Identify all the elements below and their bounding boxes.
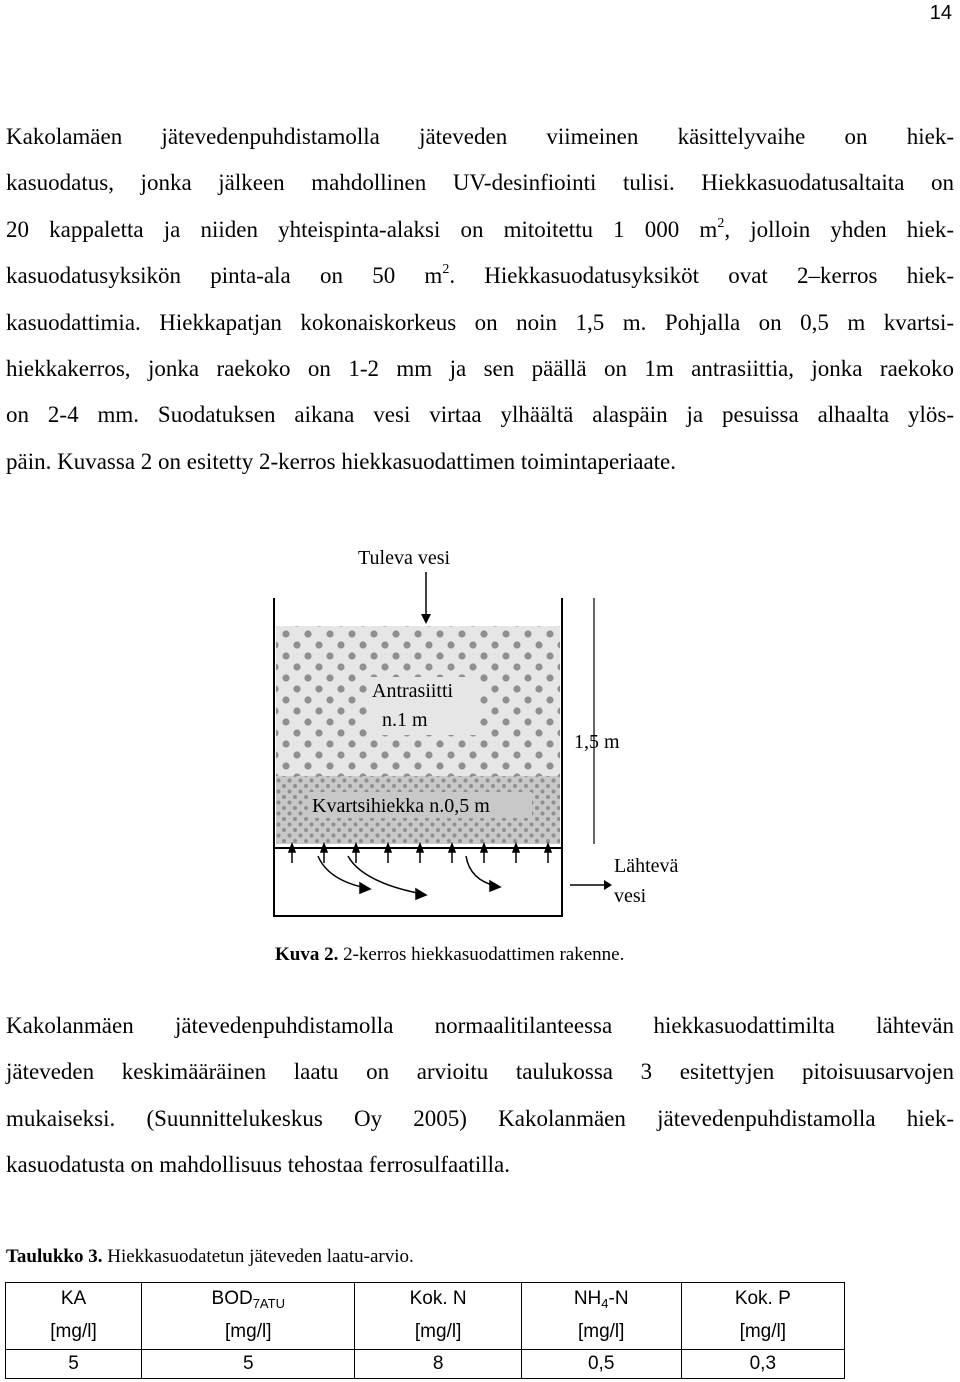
value-cell: 8 xyxy=(355,1350,521,1379)
header-nh4-n: $NH_4-N$ xyxy=(521,1283,681,1316)
value-cell: 5 xyxy=(142,1350,355,1379)
unit-cell: [mg/l] xyxy=(521,1315,681,1350)
anthracite-depth-label: n.1 m xyxy=(382,709,428,731)
outflow-label: Lähtevä xyxy=(614,855,679,877)
table-unit-row xyxy=(6,1315,845,1350)
header-kok-p: Kok. P xyxy=(681,1283,844,1316)
outflow-label-2: vesi xyxy=(614,885,647,907)
sand-filter-diagram xyxy=(270,530,720,930)
inflow-label: Tuleva vesi xyxy=(358,547,451,569)
unit-cell: [mg/l] xyxy=(142,1315,355,1350)
figure-caption: Kuva 2. 2-kerros hiekkasuodattimen rakenne. xyxy=(275,944,625,965)
text-line: Kakolamäen jätevedenpuhdistamolla jäteveden viimeinen käsittelyvaihe on hiek- xyxy=(6,124,954,149)
header-bod: $BOD_{7ATU}$ xyxy=(142,1283,355,1316)
text-line: 20 kappaletta ja niiden yhteispinta-alaksi on mitoitettu 1 000 $m^2$, jolloin yhden hiek- xyxy=(6,215,954,242)
header-ka: KA xyxy=(6,1283,142,1316)
nozzles xyxy=(289,844,551,863)
text-line: Kakolanmäen jätevedenpuhdistamolla normaalitilanteessa hiekkasuodattimilta lähtevän xyxy=(6,1013,954,1038)
water-quality-table xyxy=(5,1282,845,1379)
value-cell: 5 xyxy=(6,1350,142,1379)
value-cell: 0,5 xyxy=(521,1350,681,1379)
page-number: 14 xyxy=(929,2,952,24)
unit-cell: [mg/l] xyxy=(6,1315,142,1350)
text-line: päin. Kuvassa 2 on esitetty 2-kerros hiekkasuodattimen toimintaperiaate. xyxy=(6,448,677,474)
flow-arrows xyxy=(318,856,500,899)
text-line: jäteveden keskimääräinen laatu on arvioitu taulukossa 3 esitettyjen pitoisuusarvojen xyxy=(6,1059,954,1085)
anthracite-label: Antrasiitti xyxy=(372,680,454,702)
paragraph-quality xyxy=(6,1003,954,1188)
quartz-label: Kvartsihiekka n.0,5 m xyxy=(312,795,490,817)
table-header-row xyxy=(6,1283,845,1316)
text-line: kasuodatusyksikön pinta-ala on 50 $m^2$. Hiekkasuodatusyksiköt ovat 2–kerros hiek- xyxy=(6,262,954,289)
text-line: kasuodatus, jonka jälkeen mahdollinen UV-desinfiointi tulisi. Hiekkasuodatusaltaita on xyxy=(6,170,954,196)
value-cell: 0,3 xyxy=(681,1350,844,1379)
table-row xyxy=(6,1350,845,1379)
text-line: mukaiseksi. (Suunnittelukeskus Oy 2005) Kakolanmäen jätevedenpuhdistamolla hiek- xyxy=(6,1105,954,1131)
paragraph-intro xyxy=(6,114,954,485)
text-line: kasuodattimia. Hiekkapatjan kokonaiskorkeus on noin 1,5 m. Pohjalla on 0,5 m kvartsi- xyxy=(6,309,954,335)
text-line: on 2-4 mm. Suodatuksen aikana vesi virtaa ylhäältä alaspäin ja pesuissa alhaalta ylös- xyxy=(6,402,954,428)
height-label: 1,5 m xyxy=(574,731,620,753)
table-caption: Taulukko 3. Hiekkasuodatetun jäteveden laatu-arvio. xyxy=(6,1246,414,1267)
text-line: hiekkakerros, jonka raekoko on 1-2 mm ja sen päällä on 1m antrasiittia, jonka raekoko xyxy=(6,355,954,381)
header-kok-n: Kok. N xyxy=(355,1283,521,1316)
unit-cell: [mg/l] xyxy=(355,1315,521,1350)
text-line: kasuodatusta on mahdollisuus tehostaa ferrosulfaatilla. xyxy=(6,1151,510,1177)
unit-cell: [mg/l] xyxy=(681,1315,844,1350)
